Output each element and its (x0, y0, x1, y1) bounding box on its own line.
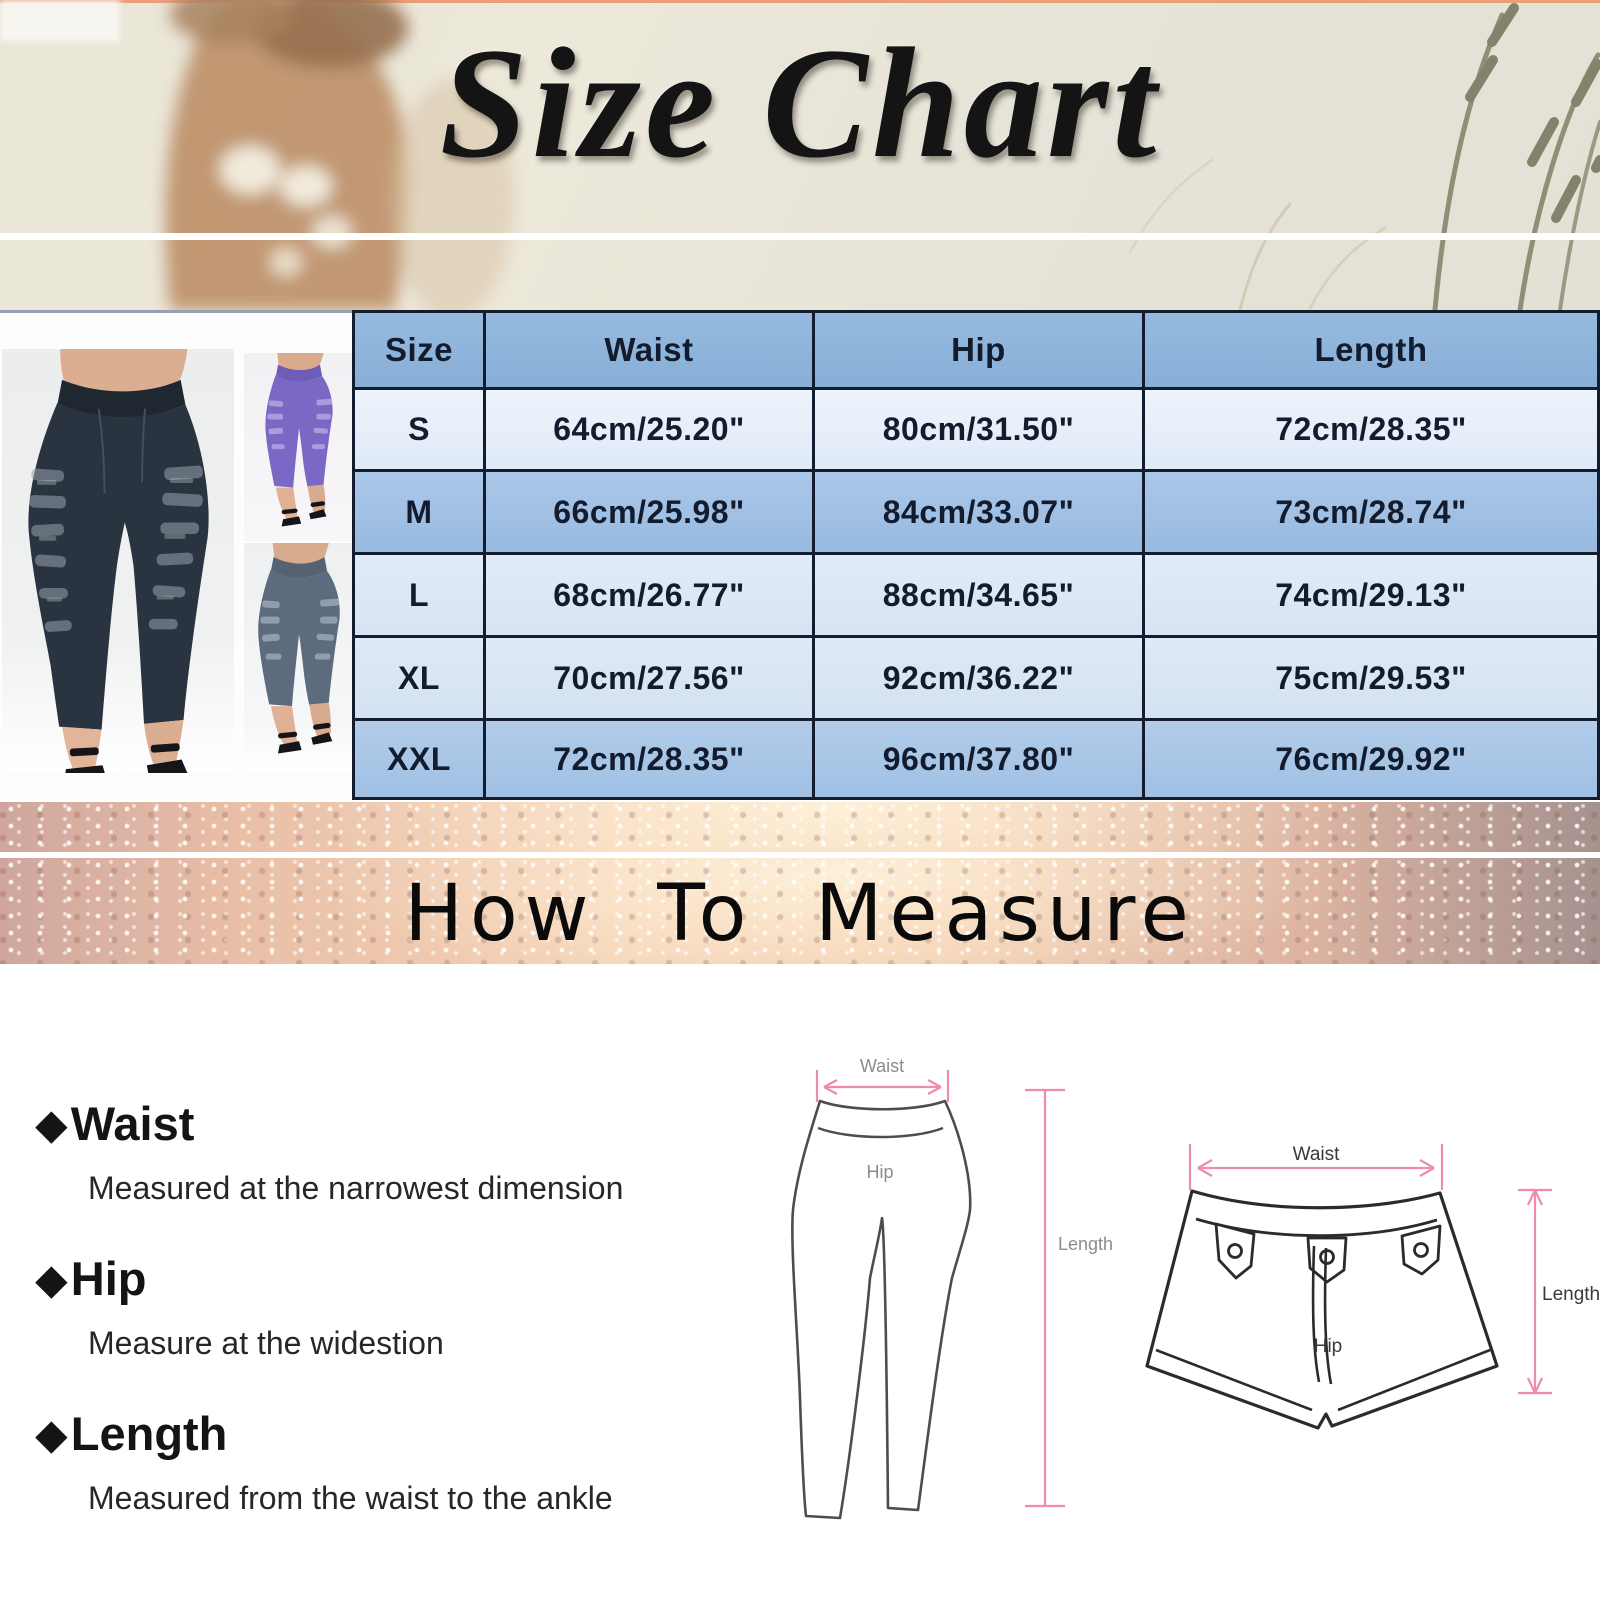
table-cell: 64cm/25.20" (486, 390, 812, 469)
shorts-length-label: Length (1542, 1284, 1600, 1305)
measure-item-heading (36, 1094, 686, 1155)
column-header-waist: Waist (486, 313, 812, 387)
measure-item-description: Measured from the waist to the ankle (88, 1480, 613, 1516)
diamond-bullet-icon: ◆ (36, 1103, 67, 1147)
measure-banner-title: How To Measure (404, 869, 1196, 959)
measure-item-waist (36, 1094, 686, 1209)
table-cell: 72cm/28.35" (1145, 390, 1597, 469)
column-header-hip: Hip (815, 313, 1142, 387)
table-cell: 68cm/26.77" (486, 555, 812, 635)
table-cell: S (355, 390, 483, 469)
measure-item-hip (36, 1249, 686, 1364)
top-banner (0, 0, 1600, 310)
measure-item-description: Measure at the widestion (88, 1325, 444, 1361)
table-cell: 96cm/37.80" (815, 721, 1142, 797)
table-cell: 88cm/34.65" (815, 555, 1142, 635)
measure-item-label: Waist (70, 1097, 195, 1150)
table-cell: 80cm/31.50" (815, 390, 1142, 469)
shorts-waist-label: Waist (1292, 1144, 1340, 1165)
shorts-measurement-diagram (1130, 1088, 1600, 1518)
size-chart-table (352, 310, 1600, 800)
product-photo-purple-capri-jeggings (244, 353, 354, 541)
column-header-length: Length (1145, 313, 1597, 387)
grey-capri-jeggings-image (244, 543, 354, 771)
column-header-size: Size (355, 313, 483, 387)
pants-length-label: Length (1058, 1234, 1114, 1254)
measure-item-description: Measured at the narrowest dimension (88, 1170, 624, 1206)
table-cell: 70cm/27.56" (486, 638, 812, 718)
shorts-outline (1147, 1191, 1497, 1428)
table-cell: 84cm/33.07" (815, 472, 1142, 552)
purple-capri-jeggings-image (244, 353, 354, 541)
pants-measurement-diagram (740, 1038, 1140, 1543)
table-cell: 72cm/28.35" (486, 721, 812, 797)
measure-item-label: Length (70, 1407, 228, 1460)
black-capri-jeggings-image (2, 349, 234, 773)
measure-item-length (36, 1404, 686, 1519)
table-cell: 92cm/36.22" (815, 638, 1142, 718)
table-cell: L (355, 555, 483, 635)
product-photos-panel (0, 310, 352, 800)
table-cell: XXL (355, 721, 483, 797)
measure-item-heading (36, 1249, 686, 1310)
measure-item-label: Hip (70, 1252, 147, 1305)
how-to-measure-banner (0, 858, 1600, 964)
product-photo-grey-capri-jeggings (244, 543, 354, 771)
diamond-bullet-icon: ◆ (36, 1258, 67, 1302)
table-cell: M (355, 472, 483, 552)
pants-waist-label: Waist (859, 1056, 905, 1076)
diamond-bullet-icon: ◆ (36, 1413, 67, 1457)
table-cell: 66cm/25.98" (486, 472, 812, 552)
pants-hip-label: Hip (866, 1162, 894, 1182)
table-cell: 75cm/29.53" (1145, 638, 1597, 718)
measure-item-heading (36, 1404, 686, 1465)
table-cell: 73cm/28.74" (1145, 472, 1597, 552)
shorts-hip-label: Hip (1313, 1336, 1343, 1357)
table-cell: 76cm/29.92" (1145, 721, 1597, 797)
product-photo-black-capri-jeggings (2, 349, 234, 773)
divider-strip (0, 233, 1600, 240)
table-cell: 74cm/29.13" (1145, 555, 1597, 635)
table-cell: XL (355, 638, 483, 718)
page-title: Size Chart (439, 16, 1161, 191)
measure-guide (36, 1094, 686, 1559)
water-texture-strip (0, 802, 1600, 852)
